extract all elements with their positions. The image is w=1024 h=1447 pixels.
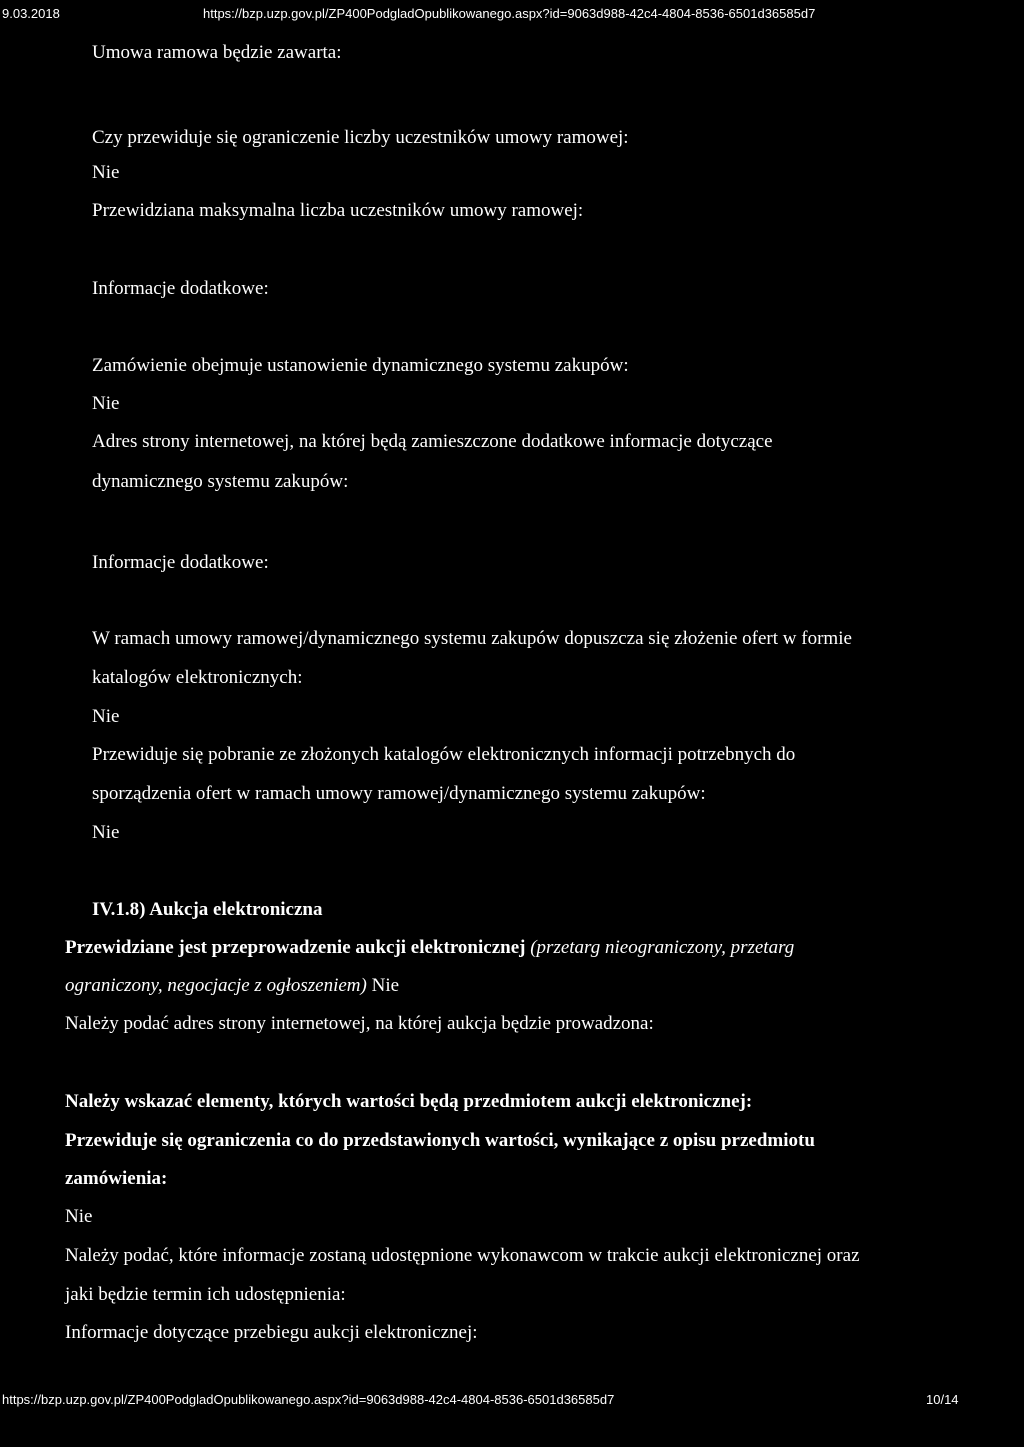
umowa-ramowa-label: Umowa ramowa będzie zawarta: (92, 42, 342, 63)
aukcja-line2 (65, 975, 399, 997)
ograniczenie-question: Czy przewiduje się ograniczenie liczby uczestników umowy ramowej: (92, 127, 629, 148)
aukcja-italic-line1: (przetarg nieograniczony, przetarg (530, 937, 795, 958)
aukcja-italic-line2: ograniczony, negocjacje z ogłoszeniem) (65, 975, 367, 996)
ograniczenia-answer: Nie (65, 1206, 93, 1227)
pobranie-question-line1: Przewiduje się pobranie ze złożonych katalogów elektronicznych informacji potrzebnych do (92, 744, 796, 765)
aukcja-line1 (65, 937, 794, 959)
footer-url: https://bzp.uzp.gov.pl/ZP400PodgladOpublikowanego.aspx?id=9063d988-42c4-4804-8536-6501d36585d7 (2, 1392, 615, 1407)
przebieg-label: Informacje dotyczące przebiegu aukcji elektronicznej: (65, 1322, 478, 1343)
adres-aukcji: Należy podać adres strony internetowej, na której aukcja będzie prowadzona: (65, 1013, 654, 1034)
aukcja-bold: Przewidziane jest przeprowadzenie aukcji elektronicznej (65, 937, 526, 958)
elementy-label: Należy wskazać elementy, których wartości będą przedmiotem aukcji elektronicznej: (65, 1091, 753, 1112)
udostepnienie-line2: jaki będzie termin ich udostępnienia: (65, 1284, 346, 1305)
dsz-answer: Nie (92, 393, 120, 414)
pobranie-answer: Nie (92, 822, 120, 843)
katalogi-question-line1: W ramach umowy ramowej/dynamicznego systemu zakupów dopuszcza się złożenie ofert w formie (92, 628, 852, 649)
aukcja-answer: Nie (371, 975, 400, 996)
pobranie-question-line2: sporządzenia ofert w ramach umowy ramowej/dynamicznego systemu zakupów: (92, 783, 706, 804)
adres-dsz-line2: dynamicznego systemu zakupów: (92, 471, 349, 492)
katalogi-answer: Nie (92, 706, 120, 727)
ograniczenia-line2: zamówienia: (65, 1168, 168, 1189)
page-number: 10/14 (926, 1392, 959, 1407)
ograniczenie-answer: Nie (92, 162, 120, 183)
udostepnienie-line1: Należy podać, które informacje zostaną udostępnione wykonawcom w trakcie aukcji elektronicznej oraz (65, 1245, 860, 1266)
section-heading: IV.1.8) Aukcja elektroniczna (92, 899, 323, 920)
header-url: https://bzp.uzp.gov.pl/ZP400PodgladOpublikowanego.aspx?id=9063d988-42c4-4804-8536-6501d36585d7 (203, 6, 816, 21)
info-dodatkowe-1: Informacje dodatkowe: (92, 278, 269, 299)
max-liczba-label: Przewidziana maksymalna liczba uczestników umowy ramowej: (92, 200, 584, 221)
ograniczenia-line1: Przewiduje się ograniczenia co do przedstawionych wartości, wynikające z opisu przedmiotu (65, 1130, 815, 1151)
katalogi-question-line2: katalogów elektronicznych: (92, 667, 303, 688)
info-dodatkowe-2: Informacje dodatkowe: (92, 552, 269, 573)
dsz-question: Zamówienie obejmuje ustanowienie dynamicznego systemu zakupów: (92, 355, 629, 376)
print-date: 9.03.2018 (2, 6, 60, 21)
adres-dsz-line1: Adres strony internetowej, na której będą zamieszczone dodatkowe informacje dotyczące (92, 431, 773, 452)
